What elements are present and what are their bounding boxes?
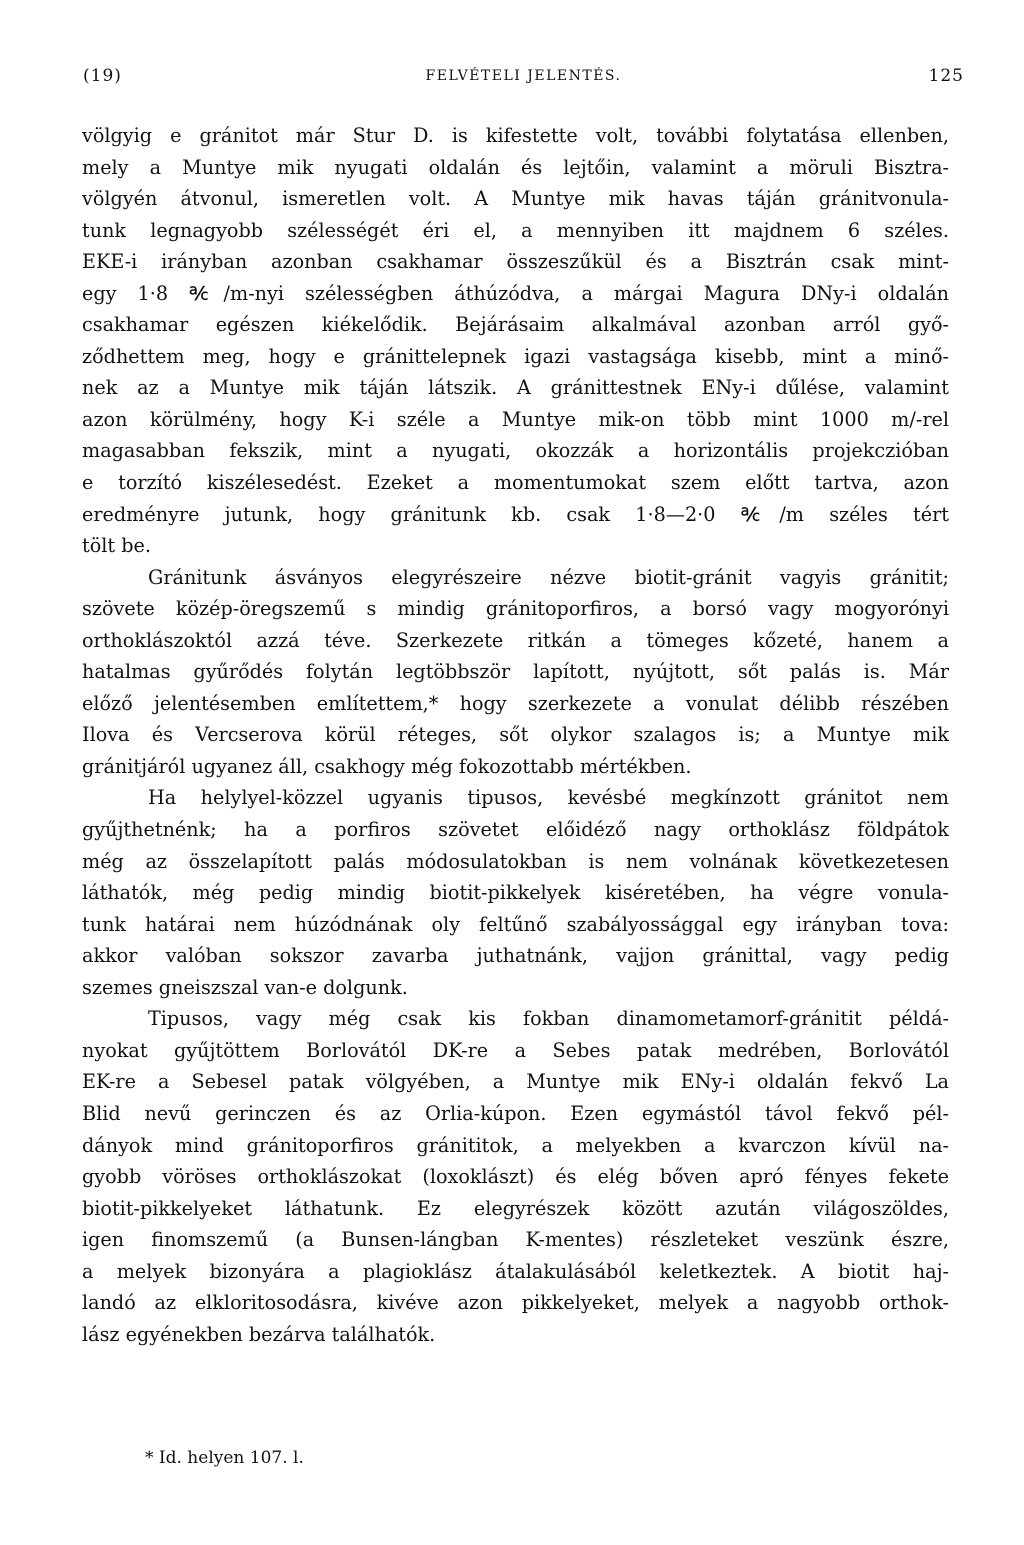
page-number: 125 — [928, 66, 964, 86]
text-line: tunk határai nem húzódnának oly feltűnő szabályossággal egy irányban tova: — [82, 912, 949, 936]
text-line: gyobb vöröses orthoklászokat (loxoklászt) és elég bőven apró fényes fekete — [82, 1165, 949, 1189]
chapter-number: (19) — [83, 66, 122, 86]
text-line: láthatók, még pedig mindig biotit-pikkelyek kiséretében, ha végre vonula- — [82, 881, 949, 905]
text-line: még az összelapított palás módosulatokban is nem volnának következetesen — [82, 849, 949, 873]
text-line: dányok mind gránitoporfiros gránititok, a melyekben a kvarczon kívül na- — [82, 1133, 949, 1157]
text-line: biotit-pikkelyeket láthatunk. Ez elegyrészek között azután világoszöldes, — [82, 1196, 949, 1220]
text-line: EKE-i irányban azonban csakhamar összeszűkül és a Bisztrán csak mint- — [82, 250, 949, 274]
text-line: ződhettem meg, hogy e gránittelepnek igazi vastagsága kisebb, mint a minő- — [82, 344, 949, 368]
text-line: tölt be. — [82, 534, 151, 558]
text-line: Tipusos, vagy még csak kis fokban dinamometamorf-gránitit példá- — [148, 1007, 949, 1031]
text-line: völgyig e gránitot már Stur D. is kifestette volt, további folytatása ellenben, — [82, 124, 949, 147]
running-title: FELVÉTELI JELENTÉS. — [425, 68, 622, 84]
text-line: akkor valóban sokszor zavarba juthatnánk, vajjon gránittal, vagy pedig — [82, 944, 949, 968]
body-text — [82, 120, 949, 1350]
footnote: * Id. helyen 107. l. — [145, 1448, 304, 1468]
text-line: a melyek bizonyára a plagioklász átalakulásából keletkeztek. A biotit haj- — [82, 1259, 949, 1283]
text-line: gyűjthetnénk; ha a porfiros szövetet előidéző nagy orthoklász földpátok — [82, 818, 949, 842]
text-line: előző jelentésemben említettem,* hogy szerkezete a vonulat délibb részében — [82, 691, 949, 715]
text-line: lász egyénekben bezárva találhatók. — [82, 1322, 436, 1346]
text-line: szövete közép-öregszemű s mindig gránitoporfiros, a borsó vagy mogyorónyi — [82, 597, 949, 621]
text-line: Ilova és Vercserova körül réteges, sőt olykor szalagos is; a Muntye mik — [82, 723, 949, 747]
text-line: Blid nevű gerinczen és az Orlia-kúpon. Ezen egymástól távol fekvő pél- — [82, 1101, 949, 1125]
text-line: csakhamar egészen kiékelődik. Bejárásaim alkalmával azonban arról győ- — [82, 313, 949, 337]
text-line: orthoklászoktól azzá téve. Szerkezete ritkán a tömeges kőzeté, hanem a — [82, 628, 949, 652]
text-line: EK-re a Sebesel patak völgyében, a Muntye mik ENy-i oldalán fekvő La — [82, 1070, 949, 1094]
text-line: Ha helylyel-közzel ugyanis tipusos, kevésbé megkínzott gránitot nem — [148, 786, 949, 810]
text-line: nek az a Muntye mik táján látszik. A gránittestnek ENy-i dűlése, valamint — [82, 376, 949, 400]
text-line: tunk legnagyobb szélességét éri el, a mennyiben itt majdnem 6 széles. — [82, 218, 949, 242]
text-line: e torzító kiszélesedést. Ezeket a momentumokat szem előtt tartva, azon — [82, 471, 949, 495]
text-line: eredményre jutunk, hogy gránitunk kb. csak 1·8—2·0 ℀/m széles tért — [82, 502, 949, 526]
text-line: mely a Muntye mik nyugati oldalán és lejtőin, valamint a möruli Bisztra- — [82, 155, 949, 179]
text-line: hatalmas gyűrődés folytán legtöbbször lapított, nyújtott, sőt palás is. Már — [82, 660, 949, 684]
text-line: Gránitunk ásványos elegyrészeire nézve biotit-gránit vagyis gránitit; — [148, 565, 949, 589]
text-line: magasabban fekszik, mint a nyugati, okozzák a horizontális projekczióban — [82, 439, 949, 463]
text-line: egy 1·8 ℀/m-nyi szélességben áthúzódva, a márgai Magura DNy-i oldalán — [82, 281, 949, 305]
text-line: landó az elkloritosodásra, kivéve azon pikkelyeket, melyek a nagyobb orthok- — [82, 1291, 949, 1315]
text-line: nyokat gyűjtöttem Borlovától DK-re a Sebes patak medrében, Borlovától — [82, 1038, 949, 1062]
text-line: azon körülmény, hogy K-i széle a Muntye mik-on több mint 1000 m/-rel — [82, 407, 949, 431]
text-line: gránitjáról ugyanez áll, csakhogy még fokozottabb mértékben. — [82, 754, 692, 778]
text-line: szemes gneiszszal van-e dolgunk. — [82, 975, 408, 999]
page-header — [83, 66, 964, 96]
text-line: völgyén átvonul, ismeretlen volt. A Muntye mik havas táján gránitvonula- — [82, 187, 949, 211]
text-line: igen finomszemű (a Bunsen-lángban K-mentes) részleteket veszünk észre, — [82, 1228, 949, 1252]
